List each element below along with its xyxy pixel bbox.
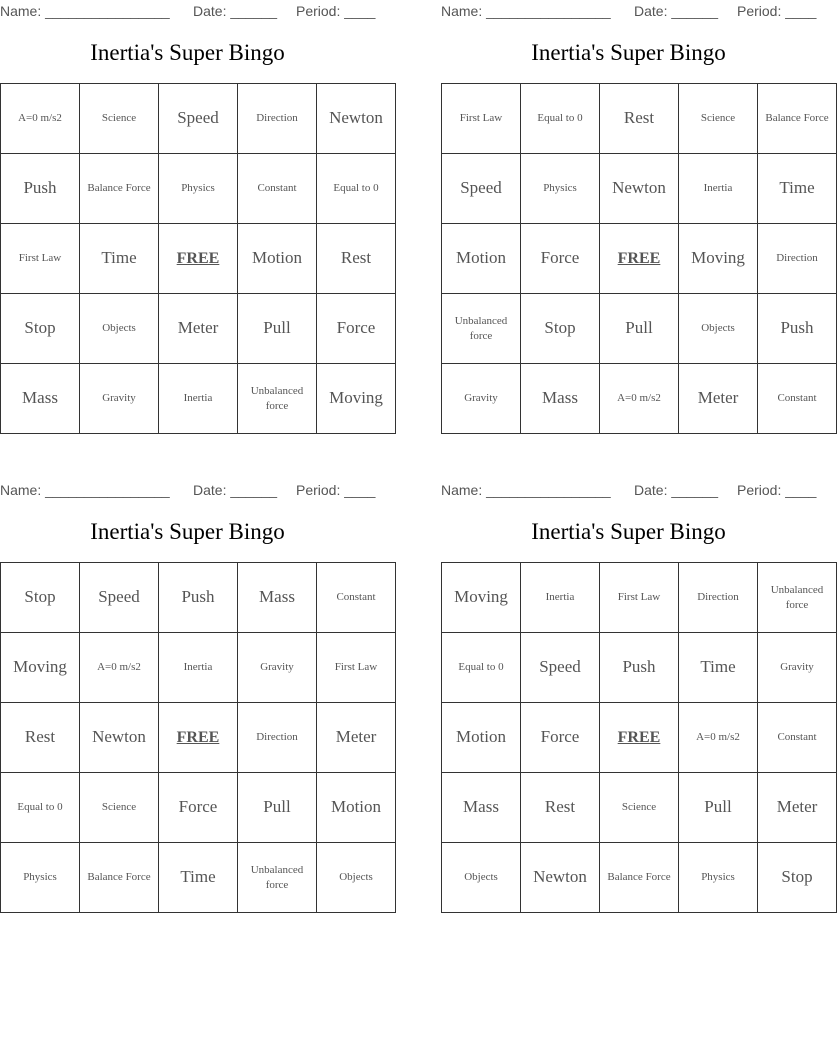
card-title: Inertia's Super Bingo bbox=[90, 519, 285, 544]
bingo-cell: Direction bbox=[238, 84, 317, 154]
card-title: Inertia's Super Bingo bbox=[90, 40, 285, 65]
bingo-cell: Pull bbox=[238, 773, 317, 843]
bingo-cell: Unbalanced force bbox=[238, 843, 317, 913]
free-space-cell: FREE bbox=[159, 224, 238, 294]
bingo-row bbox=[1, 843, 396, 913]
bingo-cell: Rest bbox=[1, 703, 80, 773]
bingo-cell: Motion bbox=[317, 773, 396, 843]
bingo-cell: Science bbox=[679, 84, 758, 154]
bingo-cell: Mass bbox=[521, 364, 600, 434]
bingo-cell: Stop bbox=[758, 843, 837, 913]
bingo-cell: A=0 m/s2 bbox=[679, 703, 758, 773]
bingo-row bbox=[442, 773, 837, 843]
bingo-cell: Time bbox=[159, 843, 238, 913]
bingo-row bbox=[1, 773, 396, 843]
student-info-header bbox=[441, 482, 821, 498]
bingo-cell: Mass bbox=[442, 773, 521, 843]
bingo-cell: Push bbox=[1, 154, 80, 224]
bingo-cell: Objects bbox=[80, 294, 159, 364]
bingo-cell: A=0 m/s2 bbox=[80, 633, 159, 703]
bingo-cell: Meter bbox=[679, 364, 758, 434]
period-field: Period: ____ bbox=[296, 482, 376, 498]
bingo-row bbox=[1, 224, 396, 294]
bingo-cell: Time bbox=[80, 224, 159, 294]
bingo-cell: Direction bbox=[238, 703, 317, 773]
bingo-cell: A=0 m/s2 bbox=[1, 84, 80, 154]
bingo-grid bbox=[441, 83, 837, 434]
bingo-cell: Balance Force bbox=[600, 843, 679, 913]
bingo-row bbox=[442, 154, 837, 224]
bingo-cell: Motion bbox=[238, 224, 317, 294]
bingo-cell: Stop bbox=[1, 563, 80, 633]
bingo-cell: Speed bbox=[80, 563, 159, 633]
student-info-header bbox=[0, 3, 380, 19]
free-space-cell: FREE bbox=[159, 703, 238, 773]
bingo-row bbox=[442, 633, 837, 703]
period-field: Period: ____ bbox=[737, 3, 817, 19]
period-field: Period: ____ bbox=[296, 3, 376, 19]
bingo-row bbox=[442, 703, 837, 773]
bingo-cell: Stop bbox=[521, 294, 600, 364]
bingo-cell: Equal to 0 bbox=[317, 154, 396, 224]
bingo-cell: Meter bbox=[758, 773, 837, 843]
bingo-cell: Physics bbox=[679, 843, 758, 913]
bingo-cell: Objects bbox=[442, 843, 521, 913]
bingo-cell: Stop bbox=[1, 294, 80, 364]
bingo-grid bbox=[441, 562, 837, 913]
free-space-cell: FREE bbox=[600, 224, 679, 294]
bingo-cell: Push bbox=[758, 294, 837, 364]
bingo-cell: Rest bbox=[521, 773, 600, 843]
bingo-cell: Time bbox=[679, 633, 758, 703]
bingo-cell: Push bbox=[159, 563, 238, 633]
bingo-row bbox=[1, 84, 396, 154]
bingo-cell: Speed bbox=[521, 633, 600, 703]
bingo-row bbox=[442, 84, 837, 154]
bingo-cell: Force bbox=[317, 294, 396, 364]
bingo-cell: Rest bbox=[600, 84, 679, 154]
bingo-cell: First Law bbox=[600, 563, 679, 633]
bingo-cell: Rest bbox=[317, 224, 396, 294]
card-title: Inertia's Super Bingo bbox=[531, 519, 726, 544]
bingo-cell: Direction bbox=[679, 563, 758, 633]
date-field: Date: ______ bbox=[193, 482, 278, 498]
bingo-cell: Pull bbox=[238, 294, 317, 364]
date-field: Date: ______ bbox=[634, 3, 719, 19]
bingo-cell: First Law bbox=[1, 224, 80, 294]
name-field: Name: ________________ bbox=[441, 3, 611, 19]
bingo-row bbox=[442, 364, 837, 434]
date-field: Date: ______ bbox=[193, 3, 278, 19]
bingo-cell: Science bbox=[80, 84, 159, 154]
period-field: Period: ____ bbox=[737, 482, 817, 498]
bingo-cell: Speed bbox=[159, 84, 238, 154]
bingo-cell: Direction bbox=[758, 224, 837, 294]
bingo-cell: Meter bbox=[159, 294, 238, 364]
bingo-cell: Inertia bbox=[159, 364, 238, 434]
bingo-cell: Balance Force bbox=[80, 843, 159, 913]
bingo-cell: First Law bbox=[317, 633, 396, 703]
date-field: Date: ______ bbox=[634, 482, 719, 498]
bingo-cell: Objects bbox=[317, 843, 396, 913]
card-title: Inertia's Super Bingo bbox=[531, 40, 726, 65]
bingo-cell: Science bbox=[80, 773, 159, 843]
bingo-cell: Gravity bbox=[80, 364, 159, 434]
bingo-cell: Newton bbox=[600, 154, 679, 224]
bingo-cell: Equal to 0 bbox=[521, 84, 600, 154]
bingo-cell: Force bbox=[521, 224, 600, 294]
bingo-row bbox=[442, 563, 837, 633]
bingo-cell: Mass bbox=[238, 563, 317, 633]
bingo-row bbox=[1, 294, 396, 364]
bingo-cell: Mass bbox=[1, 364, 80, 434]
bingo-cell: Equal to 0 bbox=[1, 773, 80, 843]
bingo-cell: Equal to 0 bbox=[442, 633, 521, 703]
bingo-cell: Moving bbox=[1, 633, 80, 703]
bingo-cell: Balance Force bbox=[80, 154, 159, 224]
student-info-header bbox=[0, 482, 380, 498]
bingo-cell: Balance Force bbox=[758, 84, 837, 154]
bingo-row bbox=[1, 563, 396, 633]
bingo-cell: Gravity bbox=[758, 633, 837, 703]
bingo-cell: Time bbox=[758, 154, 837, 224]
bingo-cell: Newton bbox=[521, 843, 600, 913]
name-field: Name: ________________ bbox=[0, 482, 170, 498]
name-field: Name: ________________ bbox=[441, 482, 611, 498]
bingo-cell: Constant bbox=[758, 703, 837, 773]
bingo-cell: Constant bbox=[758, 364, 837, 434]
bingo-cell: Gravity bbox=[238, 633, 317, 703]
bingo-row bbox=[442, 843, 837, 913]
bingo-cell: Constant bbox=[317, 563, 396, 633]
bingo-cell: Meter bbox=[317, 703, 396, 773]
bingo-cell: Motion bbox=[442, 224, 521, 294]
bingo-row bbox=[1, 364, 396, 434]
bingo-cell: Gravity bbox=[442, 364, 521, 434]
bingo-cell: Unbalanced force bbox=[442, 294, 521, 364]
bingo-cell: Physics bbox=[1, 843, 80, 913]
bingo-cell: Unbalanced force bbox=[238, 364, 317, 434]
bingo-cell: Newton bbox=[80, 703, 159, 773]
bingo-row bbox=[442, 224, 837, 294]
bingo-row bbox=[1, 154, 396, 224]
bingo-cell: Force bbox=[521, 703, 600, 773]
student-info-header bbox=[441, 3, 821, 19]
bingo-cell: Inertia bbox=[159, 633, 238, 703]
bingo-cell: Physics bbox=[521, 154, 600, 224]
bingo-grid bbox=[0, 562, 396, 913]
bingo-cell: Push bbox=[600, 633, 679, 703]
bingo-cell: Moving bbox=[317, 364, 396, 434]
bingo-cell: Inertia bbox=[521, 563, 600, 633]
bingo-cell: Motion bbox=[442, 703, 521, 773]
free-space-cell: FREE bbox=[600, 703, 679, 773]
bingo-cell: Objects bbox=[679, 294, 758, 364]
bingo-cell: Moving bbox=[679, 224, 758, 294]
bingo-cell: Pull bbox=[679, 773, 758, 843]
bingo-row bbox=[442, 294, 837, 364]
bingo-cell: Newton bbox=[317, 84, 396, 154]
bingo-cell: Physics bbox=[159, 154, 238, 224]
bingo-cell: Speed bbox=[442, 154, 521, 224]
bingo-cell: Constant bbox=[238, 154, 317, 224]
bingo-cell: First Law bbox=[442, 84, 521, 154]
bingo-cell: Moving bbox=[442, 563, 521, 633]
bingo-cell: Inertia bbox=[679, 154, 758, 224]
name-field: Name: ________________ bbox=[0, 3, 170, 19]
bingo-row bbox=[1, 703, 396, 773]
bingo-cell: Force bbox=[159, 773, 238, 843]
bingo-row bbox=[1, 633, 396, 703]
bingo-cell: Science bbox=[600, 773, 679, 843]
bingo-cell: Pull bbox=[600, 294, 679, 364]
bingo-cell: Unbalanced force bbox=[758, 563, 837, 633]
bingo-cell: A=0 m/s2 bbox=[600, 364, 679, 434]
bingo-grid bbox=[0, 83, 396, 434]
